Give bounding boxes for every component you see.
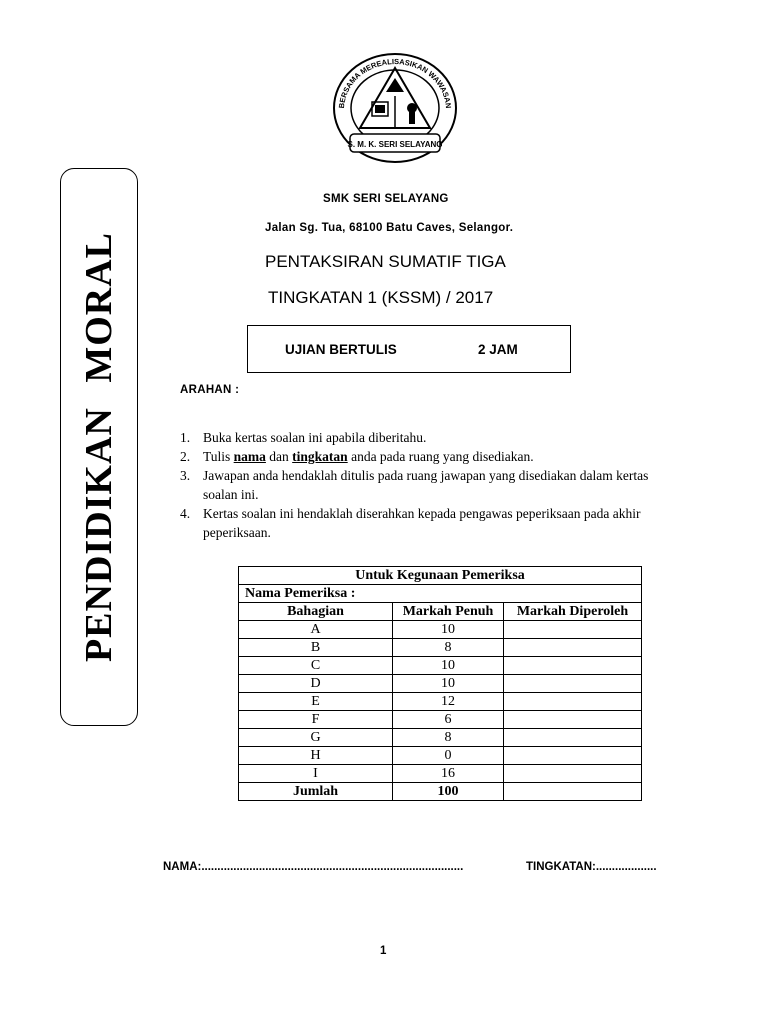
table-row xyxy=(239,729,642,747)
cell-section: B xyxy=(239,639,393,657)
cell-obtained xyxy=(504,729,642,747)
cell-full: 12 xyxy=(393,693,504,711)
school-address: Jalan Sg. Tua, 68100 Batu Caves, Selangor. xyxy=(265,222,514,234)
cell-full: 16 xyxy=(393,765,504,783)
cell-obtained xyxy=(504,675,642,693)
cell-obtained xyxy=(504,621,642,639)
exam-info-box xyxy=(247,325,571,373)
cell-section: H xyxy=(239,747,393,765)
table-row xyxy=(239,747,642,765)
student-name-line: NAMA:.................................................................................. xyxy=(163,861,464,873)
logo-bottom-text: S. M. K. SERI SELAYANG xyxy=(347,140,443,149)
total-value: 100 xyxy=(393,783,504,801)
col-header-section: Bahagian xyxy=(239,603,393,621)
total-label: Jumlah xyxy=(239,783,393,801)
table-title: Untuk Kegunaan Pemeriksa xyxy=(239,567,642,585)
table-row xyxy=(239,657,642,675)
cell-full: 10 xyxy=(393,675,504,693)
logo-top-text: BERSAMA MEREALISASIKAN WAWASAN xyxy=(336,56,454,109)
school-logo xyxy=(330,50,460,170)
arahan-label: ARAHAN : xyxy=(180,384,240,396)
cell-section: F xyxy=(239,711,393,729)
instruction-item: 4. Kertas soalan ini hendaklah diserahkan kepada pengawas peperiksaan pada akhir peperiksaan. xyxy=(180,506,641,540)
cell-full: 10 xyxy=(393,621,504,639)
col-header-obtained: Markah Diperoleh xyxy=(504,603,642,621)
cell-section: A xyxy=(239,621,393,639)
table-row xyxy=(239,675,642,693)
cell-obtained xyxy=(504,639,642,657)
cell-section: G xyxy=(239,729,393,747)
cell-section: D xyxy=(239,675,393,693)
instruction-item: 2. Tulis nama dan tingkatan anda pada ruang yang disediakan. xyxy=(180,449,534,464)
paper-duration: 2 JAM xyxy=(478,342,518,357)
cell-obtained xyxy=(504,693,642,711)
marks-table xyxy=(238,566,642,801)
cell-obtained xyxy=(504,765,642,783)
cell-full: 8 xyxy=(393,639,504,657)
student-form-line: TINGKATAN:................... xyxy=(526,861,657,873)
table-row xyxy=(239,693,642,711)
cell-obtained xyxy=(504,711,642,729)
instructions-list xyxy=(180,428,670,542)
total-obtained xyxy=(504,783,642,801)
cell-obtained xyxy=(504,747,642,765)
page-number: 1 xyxy=(380,945,387,957)
school-name: SMK SERI SELAYANG xyxy=(323,193,449,205)
cell-full: 0 xyxy=(393,747,504,765)
cell-full: 6 xyxy=(393,711,504,729)
subject-title: PENDIDIKAN MORAL xyxy=(78,231,120,663)
cell-full: 8 xyxy=(393,729,504,747)
cell-full: 10 xyxy=(393,657,504,675)
subject-side-tab xyxy=(60,168,138,726)
cell-obtained xyxy=(504,657,642,675)
col-header-full: Markah Penuh xyxy=(393,603,504,621)
form-title: TINGKATAN 1 (KSSM) / 2017 xyxy=(268,288,494,307)
paper-type: UJIAN BERTULIS xyxy=(285,342,397,357)
cell-section: E xyxy=(239,693,393,711)
table-row xyxy=(239,711,642,729)
table-row xyxy=(239,621,642,639)
instruction-item: 3. Jawapan anda hendaklah ditulis pada ruang jawapan yang disediakan dalam kertas soalan ini. xyxy=(180,468,649,502)
instruction-item: 1. Buka kertas soalan ini apabila diberitahu. xyxy=(180,430,427,445)
table-row xyxy=(239,765,642,783)
assessment-title: PENTAKSIRAN SUMATIF TIGA xyxy=(265,252,506,271)
table-row xyxy=(239,639,642,657)
cell-section: C xyxy=(239,657,393,675)
examiner-name-label: Nama Pemeriksa : xyxy=(239,585,642,603)
cell-section: I xyxy=(239,765,393,783)
